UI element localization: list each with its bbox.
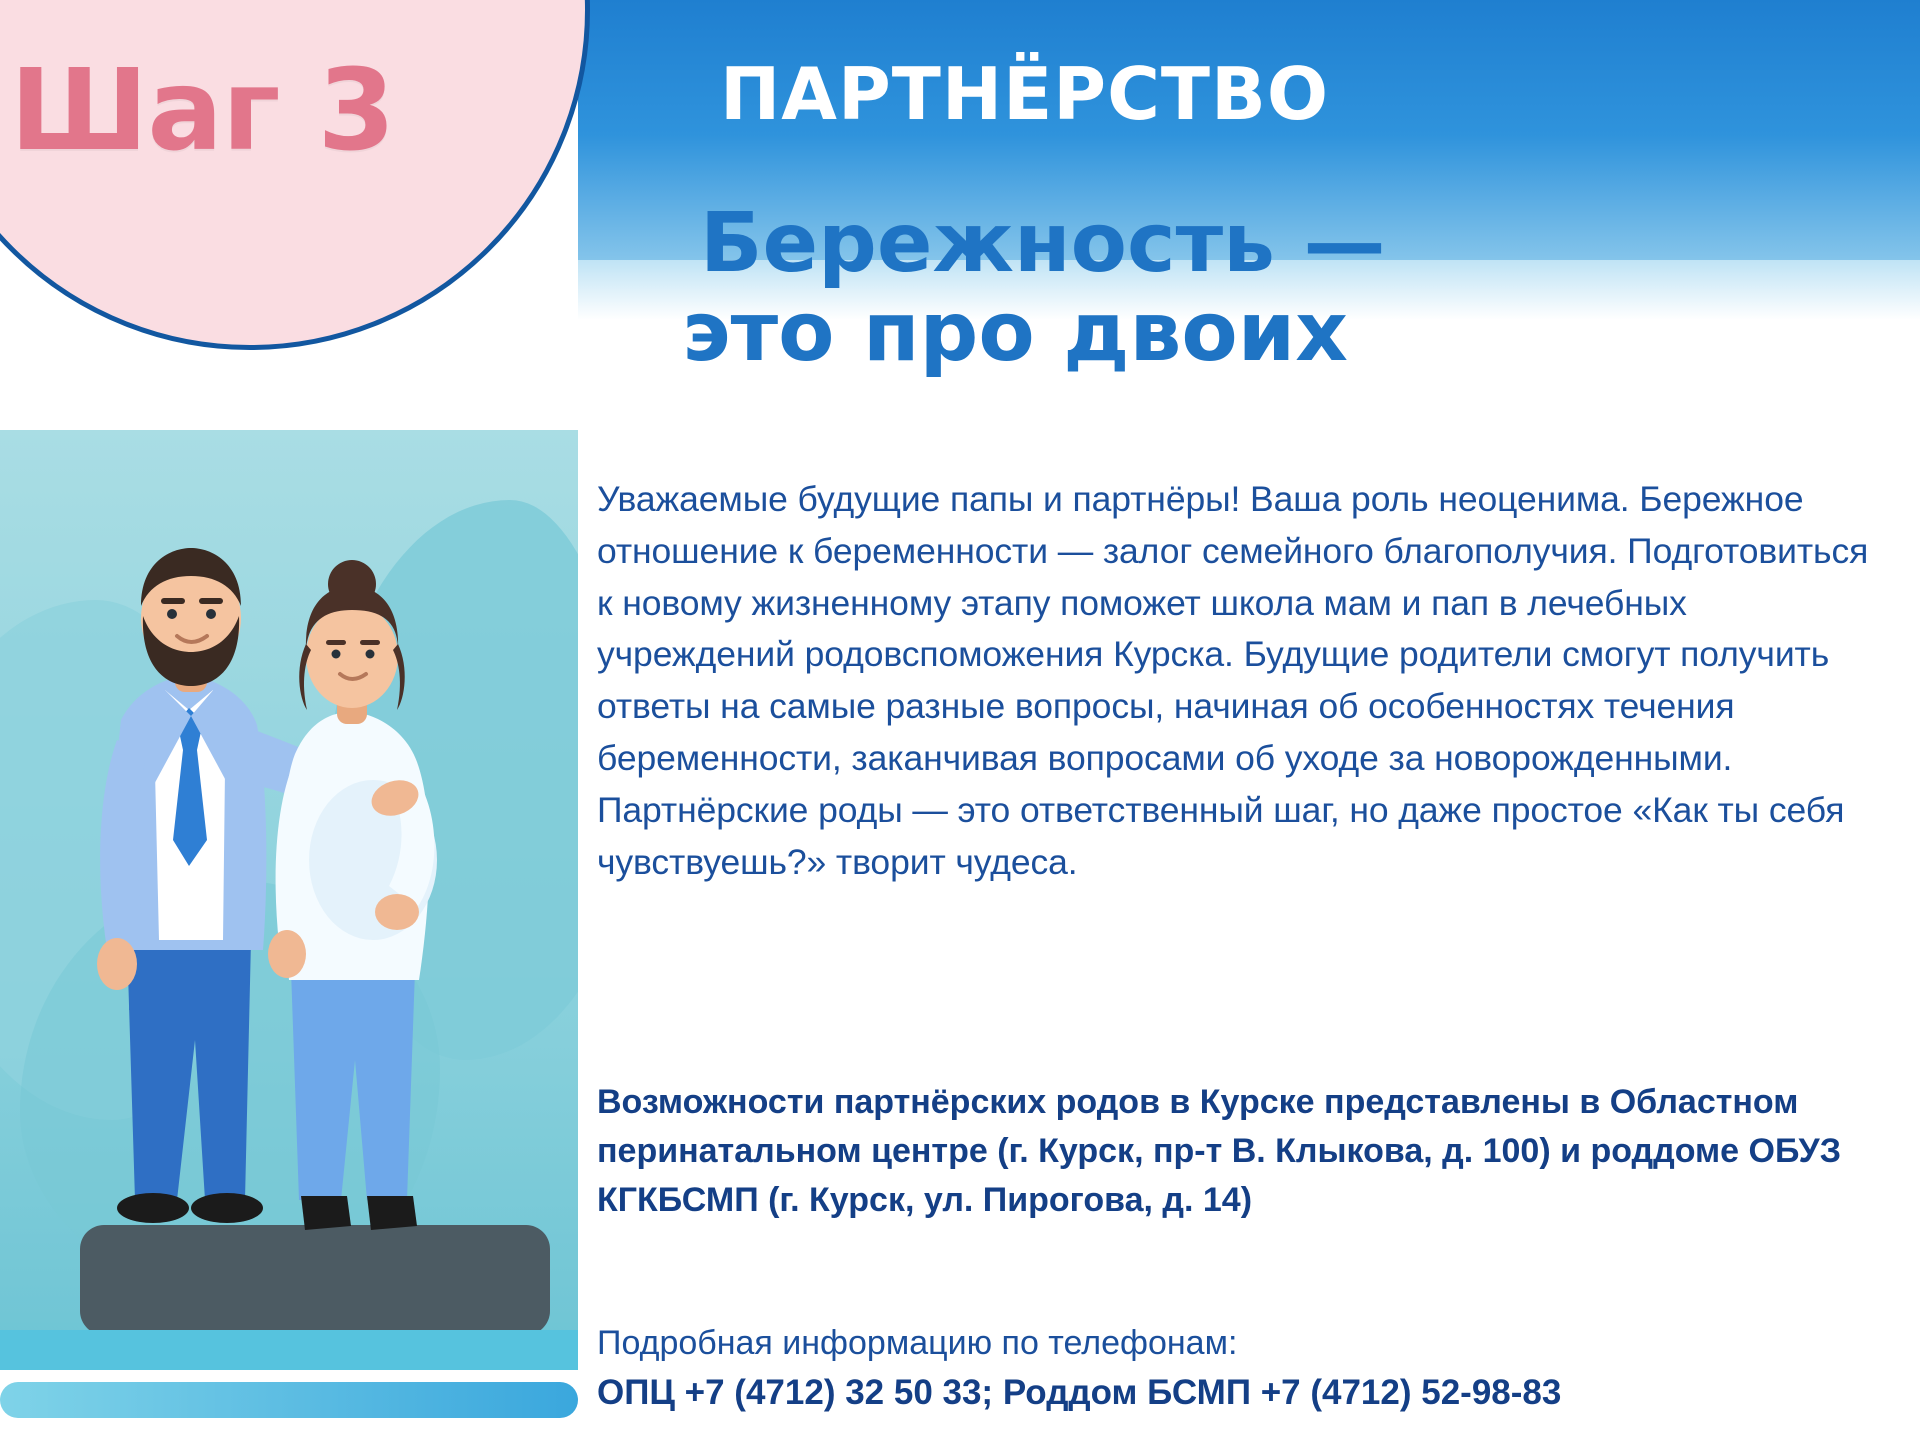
highlight-paragraph: Возможности партнёрских родов в Курске представлены в Областном перинатальном центре (г. Курск, пр-т В. Клыкова, д. 100) и роддоме ОБУЗ КГКБСМП (г. Курск, ул. Пирогова, д. 14) (597, 1083, 1842, 1219)
headline-line-2: это про двоих (682, 284, 1349, 380)
kicker-title: ПАРТНЁРСТВО (720, 52, 1330, 136)
couple-illustration-icon (55, 540, 525, 1270)
page-title (682, 196, 1880, 380)
ground-strip (0, 1330, 578, 1370)
body-paragraph: Уважаемые будущие папы и партнёры! Ваша роль неоценима. Бережное отношение к беременности — залог семейного благополучия. Подготовиться к новому жизненному этапу поможет школа мам и пап в лечебных учреждений родовспоможения Курска. Будущие родители смогут получить ответы на самые разные вопросы, начиная об особенностях течения беременности, заканчивая вопросами об уходе за новорожденными. Партнёрские роды — это ответственный шаг, но даже простое «Как ты себя чувствуешь?» творит чудеса. (597, 479, 1869, 882)
step-badge (0, 0, 590, 350)
step-badge-label: Шаг 3 (10, 46, 395, 176)
bottom-accent-bar (0, 1382, 578, 1418)
headline-line-1: Бережность — (700, 196, 1386, 291)
contact-info-label: Подробная информацию по телефонам: (597, 1324, 1238, 1362)
contact-phones: ОПЦ +7 (4712) 32 50 33; Роддом БСМП +7 (4712) 52-98-83 (597, 1373, 1562, 1412)
